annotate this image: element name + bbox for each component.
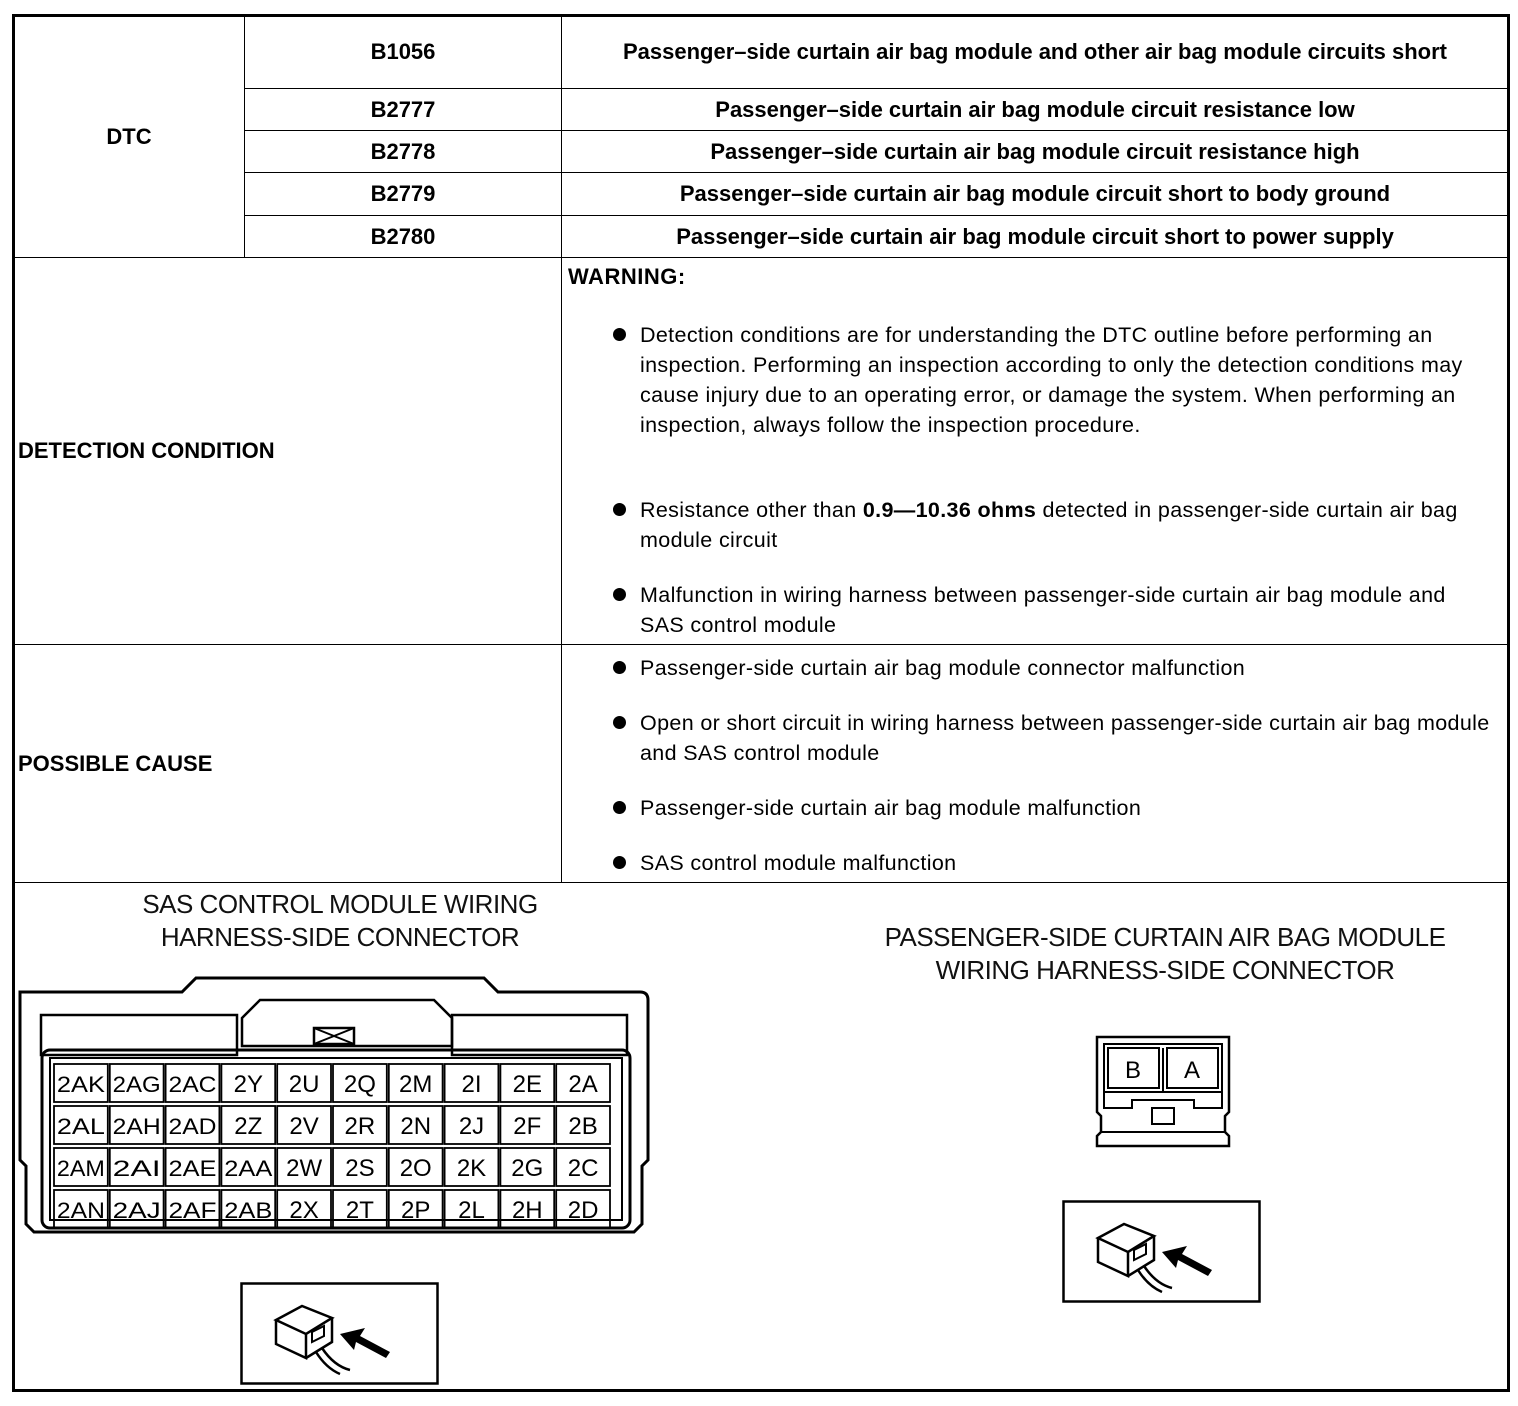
sas-pin-label: 2AI: [112, 1156, 161, 1181]
connector-lock: [1104, 1092, 1222, 1108]
dtc-label: DTC: [106, 123, 152, 149]
airbag-connector-diagram: [1092, 1034, 1234, 1150]
sas-pin-label: 2S: [345, 1155, 375, 1182]
sas-pin-label: 2D: [567, 1197, 599, 1224]
dtc-description: Passenger–side curtain air bag module circuit short to body ground: [679, 181, 1391, 206]
detection-item-text: Resistance other than: [640, 498, 863, 522]
dtc-code: B2779: [370, 181, 436, 206]
connector-view-icon: [240, 1282, 440, 1386]
sas-pin-label: 2L: [458, 1197, 485, 1224]
airbag-pin-a: A: [1183, 1057, 1201, 1084]
bullet-icon: [613, 801, 626, 814]
sas-pin-label: 2H: [511, 1197, 543, 1224]
sas-pin-label: 2AG: [112, 1072, 161, 1097]
sas-pin-label: 2AD: [168, 1114, 217, 1139]
connector-latch: [242, 1000, 452, 1046]
detection-item: Detection conditions are for understanding the DTC outline before performing an inspection. Performing an inspection according to only the detection conditions may cause injury due to an operating error, or damage the system. When performing an inspection, always follow the inspection procedure.: [640, 323, 1463, 437]
dtc-description: Passenger–side curtain air bag module circuit resistance high: [710, 138, 1360, 164]
bullet-icon: [613, 588, 626, 601]
bullet-icon: [613, 661, 626, 674]
sas-pin-label: 2G: [511, 1155, 544, 1182]
sas-pin-label: 2X: [289, 1197, 319, 1224]
sas-pin-label: 2AK: [56, 1072, 106, 1097]
connector-key: [1152, 1108, 1174, 1124]
sas-pin-label: 2F: [513, 1113, 542, 1140]
detection-item: [640, 495, 1490, 555]
sas-pin-label: 2A: [568, 1071, 598, 1098]
airbag-connector-title-line: PASSENGER-SIDE CURTAIN AIR BAG MODULE: [884, 922, 1446, 952]
airbag-pin-b: B: [1124, 1057, 1142, 1084]
sas-pin-label: 2C: [567, 1155, 599, 1182]
dtc-description: Passenger–side curtain air bag module circuit resistance low: [715, 96, 1355, 122]
detection-item: Malfunction in wiring harness between passenger-side curtain air bag module and SAS control module: [640, 583, 1446, 637]
section-divider: [14, 882, 1508, 883]
sas-pin-label: 2U: [288, 1071, 320, 1098]
sas-pin-label: 2M: [399, 1071, 433, 1098]
detection-condition-label: DETECTION CONDITION: [18, 438, 275, 463]
sas-pin-label: 2K: [456, 1155, 487, 1182]
sas-pin-label: 2R: [344, 1113, 376, 1140]
sas-pin-label: 2AB: [224, 1198, 273, 1223]
sas-pin-label: 2AL: [56, 1114, 105, 1139]
dtc-description: Passenger–side curtain air bag module and other air bag module circuits short: [623, 39, 1447, 64]
connector-view-icon: [1062, 1200, 1262, 1304]
cause-item: Passenger-side curtain air bag module malfunction: [640, 796, 1142, 820]
sas-pin-label: 2AM: [56, 1156, 105, 1181]
dtc-code: B1056: [370, 39, 436, 64]
dtc-code: B2780: [370, 223, 436, 249]
sas-pin-label: 2P: [401, 1197, 431, 1224]
bullet-icon: [613, 856, 626, 869]
sas-pin-label: 2V: [289, 1113, 319, 1140]
sas-pin-label: 2AN: [56, 1198, 105, 1223]
sas-pin-label: 2O: [399, 1155, 432, 1182]
sas-connector-title-line: SAS CONTROL MODULE WIRING: [142, 889, 538, 919]
sas-pin-label: 2J: [458, 1113, 485, 1140]
airbag-connector-title: [830, 921, 1500, 987]
bullet-icon: [613, 328, 626, 341]
sas-connector-title-line: HARNESS-SIDE CONNECTOR: [160, 922, 520, 952]
sas-pin-label: 2Y: [233, 1071, 263, 1098]
bullet-icon: [613, 503, 626, 516]
sas-pin-label: 2I: [461, 1071, 482, 1098]
cause-item: Open or short circuit in wiring harness between passenger-side curtain air bag module and SAS control module: [640, 711, 1490, 765]
sas-pin-label: 2Z: [234, 1113, 263, 1140]
dtc-code: B2777: [370, 96, 436, 122]
sas-pin-grid: [54, 1064, 610, 1228]
airbag-connector-title-line: WIRING HARNESS-SIDE CONNECTOR: [935, 955, 1395, 985]
sas-pin-label: 2AC: [168, 1072, 217, 1097]
sas-pin-label: 2AJ: [112, 1198, 161, 1223]
resistance-range: 0.9—10.36 ohms: [862, 498, 1037, 522]
cause-item: Passenger-side curtain air bag module connector malfunction: [640, 656, 1246, 680]
sas-pin-label: 2Q: [343, 1071, 376, 1098]
sas-pin-label: 2AH: [112, 1114, 161, 1139]
latch-mark-icon: [314, 1028, 354, 1044]
warning-heading: WARNING:: [568, 264, 686, 289]
sas-pin-label: 2E: [512, 1071, 542, 1098]
sas-pin-label: 2B: [568, 1113, 598, 1140]
detection-item-text: detected in passenger-side curtain air bag module circuit: [640, 498, 1458, 552]
sas-pin-label: 2T: [345, 1197, 374, 1224]
sas-pin-label: 2AA: [224, 1156, 273, 1181]
cause-item: SAS control module malfunction: [640, 851, 957, 875]
sas-pin-label: 2AF: [168, 1198, 217, 1223]
sas-pin-label: 2AE: [168, 1156, 217, 1181]
possible-cause-label: POSSIBLE CAUSE: [18, 750, 213, 776]
dtc-code: B2778: [370, 138, 436, 164]
sas-pin-label: 2N: [400, 1113, 432, 1140]
bullet-icon: [613, 716, 626, 729]
dtc-description: Passenger–side curtain air bag module circuit short to power supply: [676, 223, 1394, 249]
sas-connector-title: [90, 888, 590, 954]
sas-pin-label: 2W: [286, 1155, 323, 1182]
sas-connector-diagram: [14, 970, 654, 1250]
